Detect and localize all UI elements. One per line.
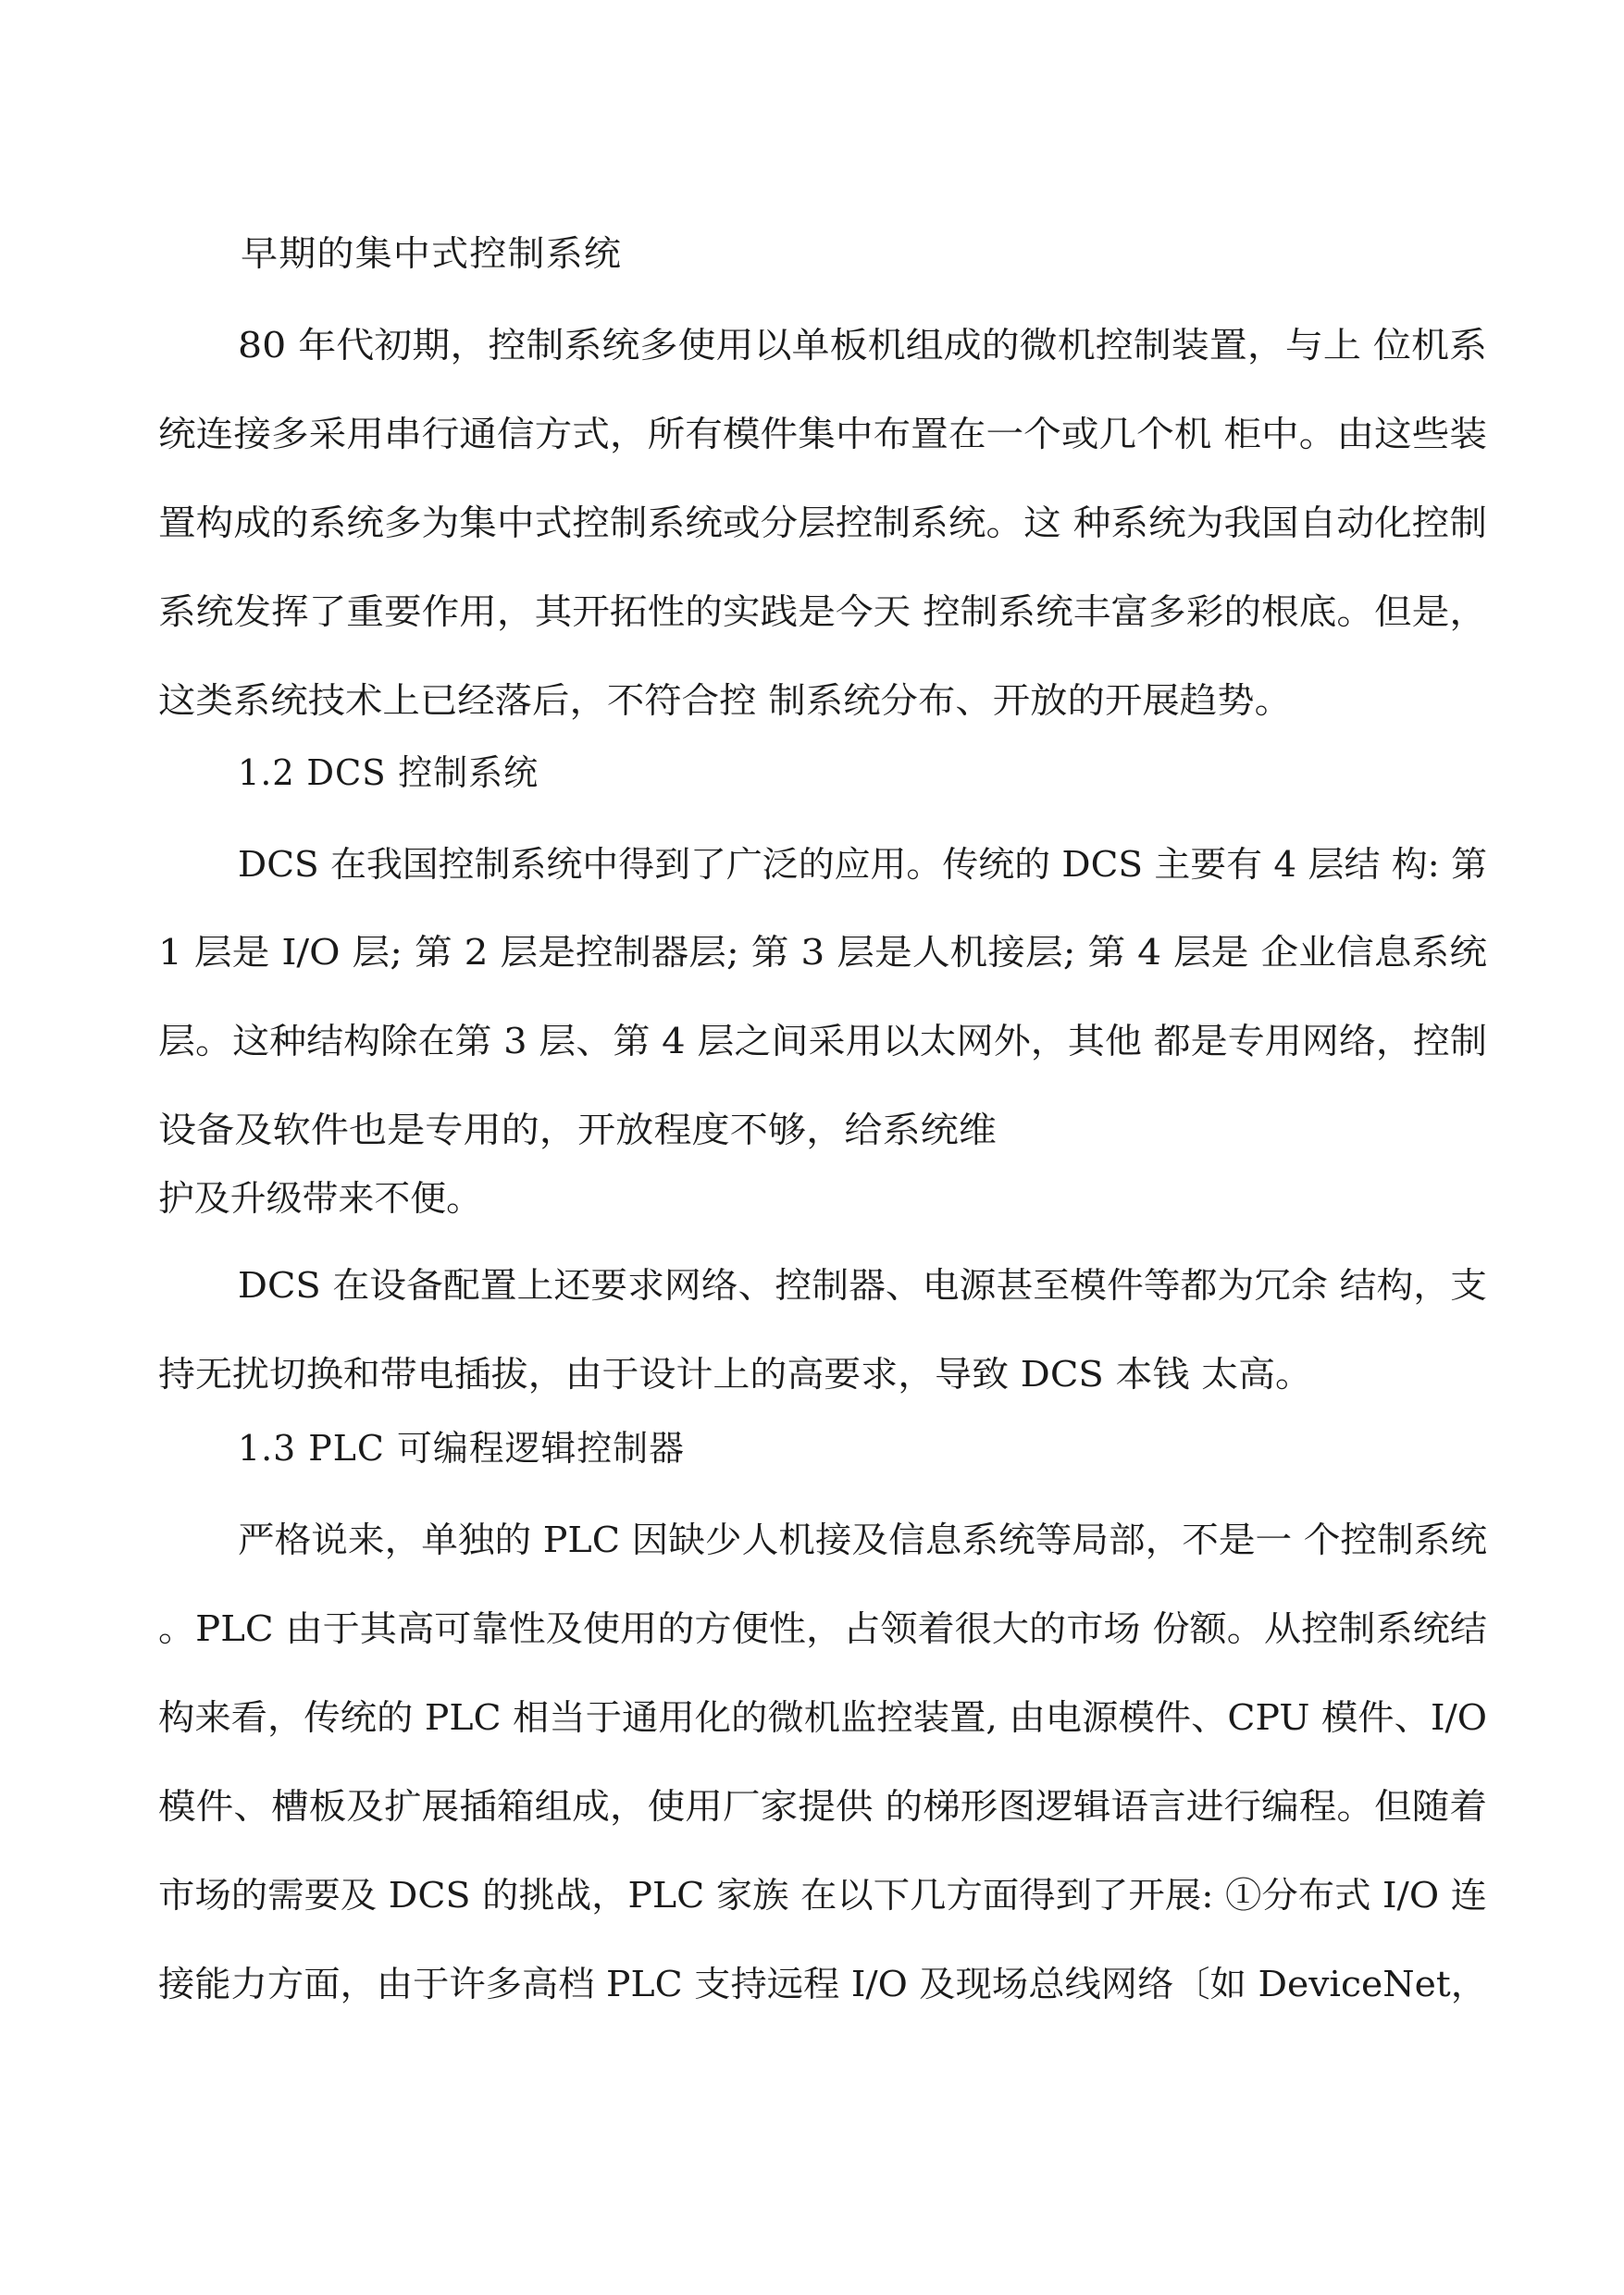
- section-heading-plc: 1.3 PLC 可编程逻辑控制器: [238, 1428, 685, 1469]
- paragraph-line: 设备及软件也是专用的，开放程度不够，给系统维: [158, 1110, 997, 1150]
- paragraph-line: 持无扰切换和带电插拔，由于设计上的高要求，导致 DCS 本钱 太高。: [158, 1354, 1312, 1395]
- paragraph-line: 统连接多采用串行通信方式，所有模件集中布置在一个或几个机 柜中。由这些装: [158, 414, 1488, 454]
- paragraph-line: 这类系统技术上已经落后，不符合控 制系统分布、开放的开展趋势。: [158, 680, 1292, 721]
- section-heading-centralized: 早期的集中式控制系统: [241, 233, 622, 274]
- paragraph-line: 系统发挥了重要作用，其开拓性的实践是今天 控制系统丰富多彩的根底。但是，: [158, 591, 1488, 632]
- paragraph-line: 层。这种结构除在第 3 层、第 4 层之间采用以太网外，其他 都是专用网络，控制: [158, 1021, 1487, 1061]
- paragraph-line: DCS 在设备配置上还要求网络、控制器、电源甚至模件等都为冗余 结构，支: [238, 1265, 1487, 1306]
- paragraph-line: 80 年代初期，控制系统多使用以单板机组成的微机控制装置，与上 位机系: [238, 325, 1487, 366]
- paragraph-line: 1 层是 I/O 层; 第 2 层是控制器层; 第 3 层是人机接层; 第 4 层是 企业信息系统: [158, 932, 1487, 973]
- paragraph-line: DCS 在我国控制系统中得到了广泛的应用。传统的 DCS 主要有 4 层结 构: 第: [238, 844, 1487, 885]
- paragraph-line: 构来看，传统的 PLC 相当于通用化的微机监控装置, 由电源模件、CPU 模件、I/O: [158, 1697, 1487, 1738]
- paragraph-line: 严格说来，单独的 PLC 因缺少人机接及信息系统等局部，不是一 个控制系统: [238, 1520, 1487, 1560]
- paragraph-line: 接能力方面，由于许多高档 PLC 支持远程 I/O 及现场总线网络〔如 DeviceNet，: [158, 1964, 1487, 2004]
- paragraph-line: 。PLC 由于其高可靠性及使用的方便性，占领着很大的市场 份额。从控制系统结: [158, 1608, 1487, 1649]
- paragraph-line: 置构成的系统多为集中式控制系统或分层控制系统。这 种系统为我国自动化控制: [158, 502, 1488, 543]
- paragraph-line: 护及升级带来不便。: [158, 1178, 482, 1219]
- section-heading-dcs: 1.2 DCS 控制系统: [238, 752, 539, 793]
- paragraph-line: 市场的需要及 DCS 的挑战，PLC 家族 在以下几方面得到了开展: ①分布式 I/O 连: [158, 1875, 1487, 1916]
- paragraph-line: 模件、槽板及扩展插箱组成，使用厂家提供 的梯形图逻辑语言进行编程。但随着: [158, 1786, 1488, 1827]
